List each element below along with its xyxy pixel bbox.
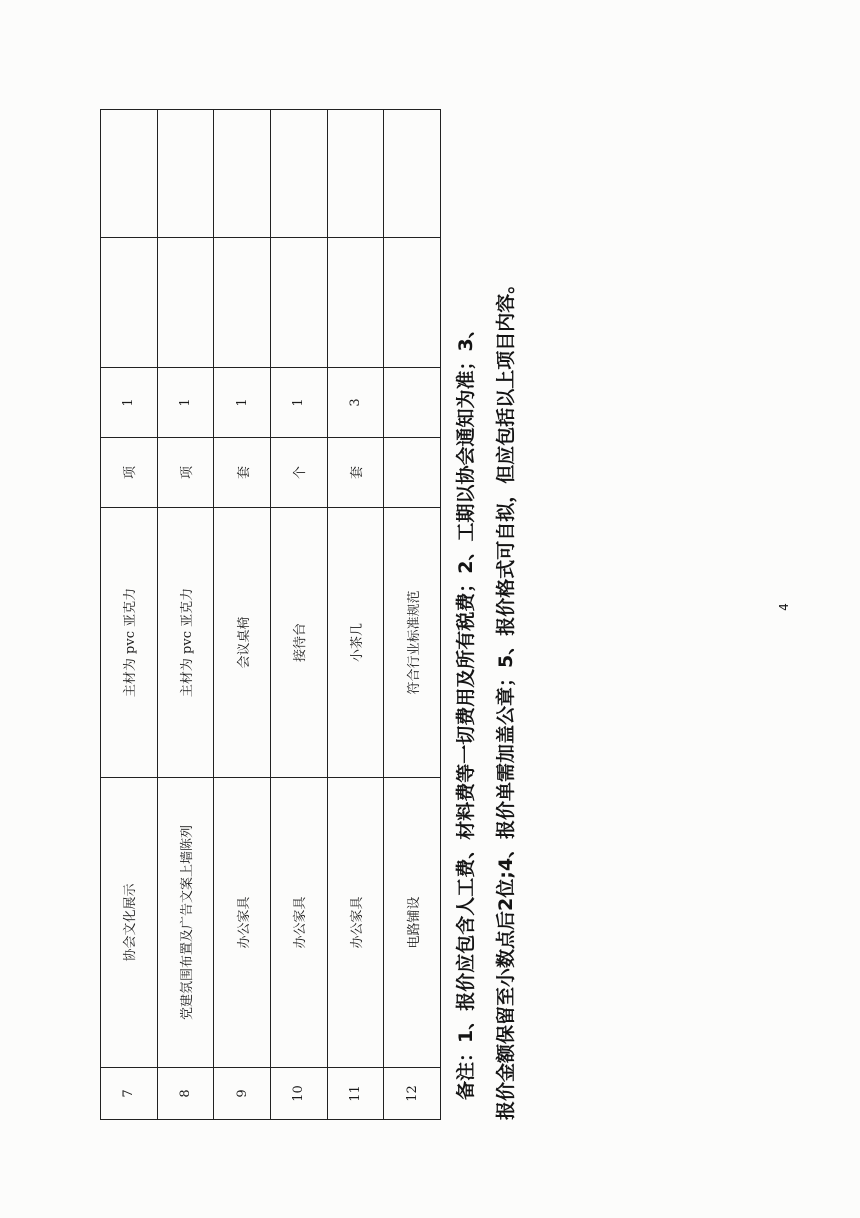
cell-name: 办公家具 [270, 778, 327, 1068]
cell-no: 12 [384, 1068, 441, 1120]
cell-unit: 个 [270, 438, 327, 508]
cell-unit: 套 [214, 438, 271, 508]
cell-price [157, 238, 214, 368]
cell-total [270, 110, 327, 238]
cell-spec: 会议桌椅 [214, 508, 271, 778]
cell-unit [384, 438, 441, 508]
cell-price [384, 238, 441, 368]
cell-no: 7 [101, 1068, 158, 1120]
rotated-content [100, 110, 600, 1120]
cell-price [101, 238, 158, 368]
cell-spec: 主材为 pvc 亚克力 [157, 508, 214, 778]
cell-qty: 3 [327, 368, 384, 438]
quotation-table [100, 109, 441, 1120]
cell-no: 10 [270, 1068, 327, 1120]
table-row [384, 110, 441, 1120]
cell-name: 协会文化展示 [101, 778, 158, 1068]
cell-unit: 项 [101, 438, 158, 508]
remarks [446, 110, 526, 1120]
cell-qty: 1 [270, 368, 327, 438]
cell-name: 办公家具 [214, 778, 271, 1068]
cell-no: 9 [214, 1068, 271, 1120]
cell-spec: 符合行业标准规范 [384, 508, 441, 778]
cell-qty: 1 [157, 368, 214, 438]
cell-price [327, 238, 384, 368]
cell-name: 党建氛围布置及广告文案上墙陈列 [157, 778, 214, 1068]
cell-total [384, 110, 441, 238]
table-row [327, 110, 384, 1120]
cell-name: 电路铺设 [384, 778, 441, 1068]
cell-spec: 接待台 [270, 508, 327, 778]
cell-name: 办公家具 [327, 778, 384, 1068]
cell-total [157, 110, 214, 238]
table-row [157, 110, 214, 1120]
table-row [101, 110, 158, 1120]
cell-spec: 小茶几 [327, 508, 384, 778]
table-row [214, 110, 271, 1120]
table-row [270, 110, 327, 1120]
cell-spec: 主材为 pvc 亚克力 [101, 508, 158, 778]
cell-total [327, 110, 384, 238]
cell-qty [384, 368, 441, 438]
cell-qty: 1 [101, 368, 158, 438]
table-body [101, 110, 441, 1120]
cell-no: 8 [157, 1068, 214, 1120]
cell-total [214, 110, 271, 238]
remarks-line-2: 报价金额保留至小数点后2位;4、报价单需加盖公章；5、报价格式可自拟，但应包括以上项目内容。 [495, 274, 517, 1120]
cell-qty: 1 [214, 368, 271, 438]
cell-price [214, 238, 271, 368]
cell-price [270, 238, 327, 368]
remarks-line-1: 备注：1、报价应包含人工费、材料费等一切费用及所有税费；2、工期以协会通知为准；3、 [455, 319, 477, 1100]
cell-no: 11 [327, 1068, 384, 1120]
page-number: 4 [776, 603, 791, 611]
cell-unit: 套 [327, 438, 384, 508]
cell-total [101, 110, 158, 238]
cell-unit: 项 [157, 438, 214, 508]
